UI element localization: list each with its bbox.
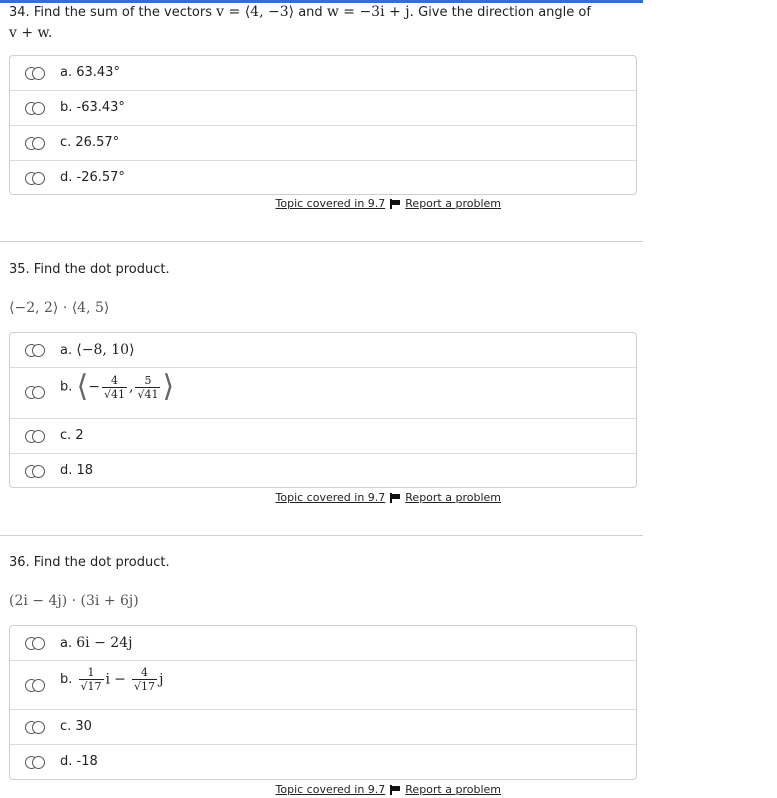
radio-button[interactable] [25,679,47,692]
choice-36-d[interactable]: d. -18 [10,744,636,779]
choice-35-d[interactable]: d. 18 [10,453,636,487]
question-36-choices [9,625,637,780]
radio-button[interactable] [25,172,47,185]
fraction: $\frac{5}{√41}$ [137,373,159,401]
topic-link[interactable]: Topic covered in 9.7 [275,197,386,210]
topic-link[interactable]: Topic covered in 9.7 [275,783,386,796]
choice-34-a[interactable]: a. 63.43° [10,56,636,90]
question-35-choices [9,332,637,488]
flag-icon [390,785,400,795]
choice-34-d[interactable]: d. -26.57° [10,160,636,194]
choice-36-c[interactable]: c. 30 [10,709,636,744]
radio-button[interactable] [25,721,47,734]
radio-button[interactable] [25,386,47,399]
question-35-footer [276,491,501,504]
question-36-prompt: 36. Find the dot product. [9,555,170,570]
radio-button[interactable] [25,465,47,478]
report-problem-link[interactable]: Report a problem [405,491,501,504]
report-problem-link[interactable]: Report a problem [405,197,501,210]
question-35-prompt: 35. Find the dot product. [9,262,170,277]
flag-icon [390,199,400,209]
fraction: $\frac{4}{√17}$ [134,666,156,693]
question-34-choices [9,55,637,195]
choice-36-b[interactable]: b. $\frac{1}{√17}$ i − $\frac{4}{√17}$ j [10,660,636,709]
report-problem-link[interactable]: Report a problem [405,783,501,796]
choice-35-b[interactable]: b. ⟨− $\frac{4}{√41}$ , $\frac{5}{√41}$ ⟩ [10,367,636,418]
question-35-expression: ⟨−2, 2⟩ · ⟨4, 5⟩ [9,300,110,316]
question-34-text: 34. Find the sum of the vectors v = ⟨4, −3⟩ and w = −3i + j. Give the direction angle of v + w. [9,4,591,41]
question-36-footer [276,783,501,796]
fraction: $\frac{4}{√41}$ [103,373,125,401]
question-34-footer [276,197,501,210]
radio-button[interactable] [25,756,47,769]
topic-link[interactable]: Topic covered in 9.7 [275,491,386,504]
radio-button[interactable] [25,637,47,650]
radio-button[interactable] [25,430,47,443]
divider [0,241,643,242]
choice-34-b[interactable]: b. -63.43° [10,90,636,125]
choice-35-c[interactable]: c. 2 [10,418,636,453]
radio-button[interactable] [25,344,47,357]
choice-35-a[interactable]: a. ⟨−8, 10⟩ [10,333,636,367]
choice-36-a[interactable]: a. 6i − 24j [10,626,636,660]
fraction: $\frac{1}{√17}$ [80,666,102,693]
flag-icon [390,493,400,503]
question-36-expression: (2i − 4j) · (3i + 6j) [9,593,139,609]
radio-button[interactable] [25,137,47,150]
radio-button[interactable] [25,67,47,80]
divider [0,535,643,536]
choice-34-c[interactable]: c. 26.57° [10,125,636,160]
radio-button[interactable] [25,102,47,115]
